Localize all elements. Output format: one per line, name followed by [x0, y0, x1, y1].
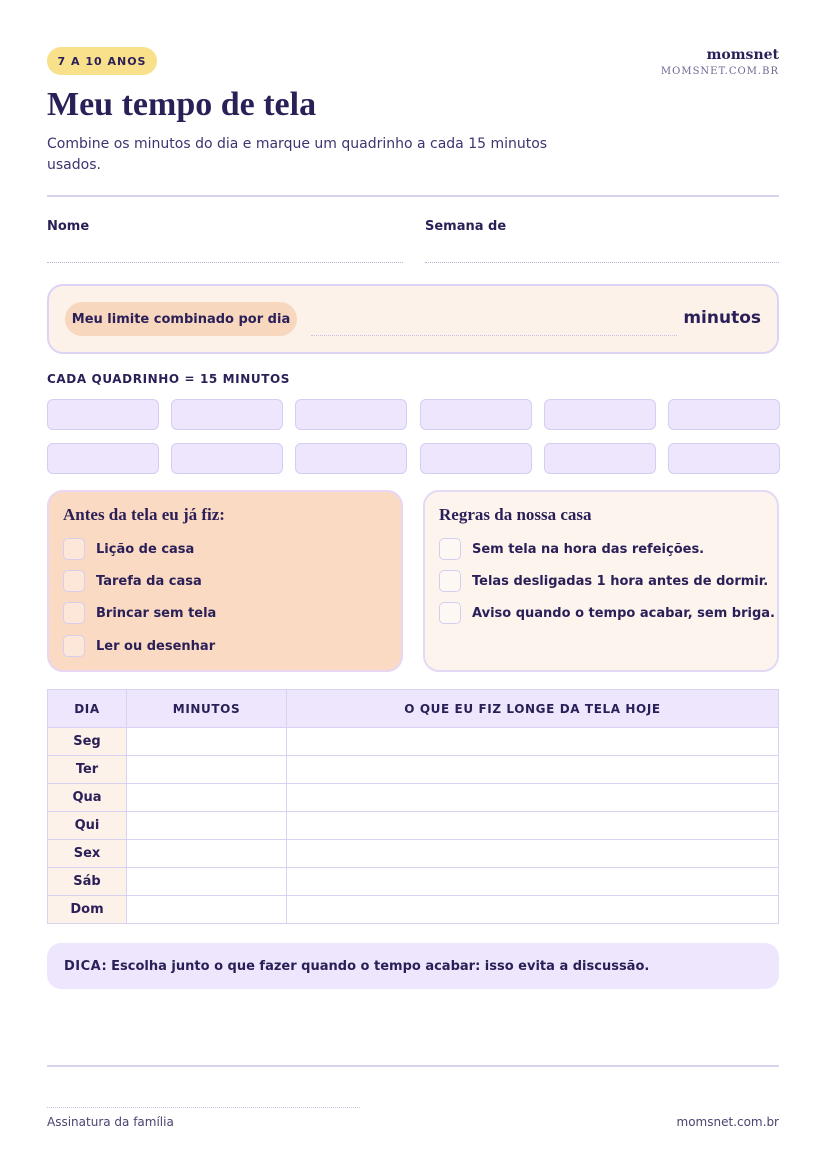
checkbox[interactable]	[63, 602, 85, 624]
day-cell: Dom	[48, 896, 127, 924]
tip-box	[47, 943, 779, 989]
checklist-item[interactable]	[63, 570, 202, 592]
time-box[interactable]	[171, 399, 283, 430]
day-cell: Qua	[48, 784, 127, 812]
activity-cell[interactable]	[287, 756, 779, 784]
time-box[interactable]	[47, 399, 159, 430]
time-box[interactable]	[420, 443, 532, 474]
boxes-label: CADA QUADRINHO = 15 MINUTOS	[47, 372, 291, 386]
time-box[interactable]	[544, 443, 656, 474]
day-cell: Sáb	[48, 868, 127, 896]
checkbox[interactable]	[439, 538, 461, 560]
daily-limit-field[interactable]	[311, 335, 677, 336]
daily-limit-unit: minutos	[683, 308, 761, 328]
checklist-item[interactable]	[63, 538, 194, 560]
checklist-item-label: Ler ou desenhar	[96, 638, 216, 654]
before-screen-title: Antes da tela eu já fiz:	[63, 505, 225, 524]
activity-cell[interactable]	[287, 812, 779, 840]
day-cell: Qui	[48, 812, 127, 840]
rule-item[interactable]	[439, 602, 775, 624]
rule-item-label: Sem tela na hora das refeições.	[472, 541, 705, 557]
house-rules-panel	[423, 490, 779, 672]
checklist-item-label: Lição de casa	[96, 541, 195, 557]
time-box[interactable]	[668, 399, 780, 430]
table-header-row	[48, 690, 779, 728]
footer-site: momsnet.com.br	[676, 1115, 779, 1129]
day-cell: Seg	[48, 728, 127, 756]
table-row	[48, 728, 779, 756]
rule-item[interactable]	[439, 538, 704, 560]
page-subtitle: Combine os minutos do dia e marque um quadrinho a cada 15 minutos usados.	[47, 136, 548, 173]
minutes-cell[interactable]	[127, 868, 287, 896]
footer-divider	[47, 1065, 779, 1067]
signature-label: Assinatura da família	[47, 1115, 174, 1129]
table-row	[48, 812, 779, 840]
house-rules-title: Regras da nossa casa	[439, 505, 592, 524]
time-box[interactable]	[420, 399, 532, 430]
signature-field[interactable]	[47, 1107, 360, 1108]
name-label: Nome	[47, 219, 90, 234]
rule-item-label: Aviso quando o tempo acabar, sem briga.	[472, 605, 775, 621]
minutes-cell[interactable]	[127, 896, 287, 924]
daily-limit-label: Meu limite combinado por dia	[65, 302, 297, 336]
checkbox[interactable]	[63, 538, 85, 560]
brand-url: MOMSNET.COM.BR	[660, 66, 779, 77]
minutes-cell[interactable]	[127, 756, 287, 784]
week-field[interactable]	[425, 262, 779, 263]
activity-cell[interactable]	[287, 728, 779, 756]
checklist-item-label: Brincar sem tela	[96, 605, 217, 621]
time-box[interactable]	[544, 399, 656, 430]
day-cell: Sex	[48, 840, 127, 868]
daily-limit-box	[47, 284, 779, 354]
page-title: Meu tempo de tela	[47, 86, 317, 123]
activity-cell[interactable]	[287, 784, 779, 812]
minutes-cell[interactable]	[127, 728, 287, 756]
minutes-cell[interactable]	[127, 812, 287, 840]
checkbox[interactable]	[63, 570, 85, 592]
checkbox[interactable]	[63, 635, 85, 657]
table-row	[48, 756, 779, 784]
activity-cell[interactable]	[287, 896, 779, 924]
activity-cell[interactable]	[287, 840, 779, 868]
week-label: Semana de	[425, 219, 507, 234]
time-box[interactable]	[668, 443, 780, 474]
time-box[interactable]	[47, 443, 159, 474]
tip-text: Escolha junto o que fazer quando o tempo acabar: isso evita a discussão.	[111, 958, 650, 974]
brand-name: momsnet	[706, 47, 779, 63]
checklist-item-label: Tarefa da casa	[96, 573, 202, 589]
checklist-item[interactable]	[63, 635, 215, 657]
column-header-minutes: MINUTOS	[127, 690, 287, 728]
column-header-activity: O QUE EU FIZ LONGE DA TELA HOJE	[287, 690, 779, 728]
column-header-day: DIA	[48, 690, 127, 728]
time-box[interactable]	[295, 399, 407, 430]
checklist-item[interactable]	[63, 602, 216, 624]
table-row	[48, 896, 779, 924]
daily-log-table	[47, 689, 779, 924]
rule-item-label: Telas desligadas 1 hora antes de dormir.	[472, 573, 769, 589]
brand	[661, 47, 779, 77]
name-field[interactable]	[47, 262, 403, 263]
checkbox[interactable]	[439, 602, 461, 624]
tip-prefix: DICA:	[64, 958, 108, 974]
day-cell: Ter	[48, 756, 127, 784]
table-row	[48, 840, 779, 868]
minutes-cell[interactable]	[127, 840, 287, 868]
table-row	[48, 784, 779, 812]
time-box[interactable]	[171, 443, 283, 474]
header-divider	[47, 195, 779, 197]
activity-cell[interactable]	[287, 868, 779, 896]
before-screen-panel	[47, 490, 403, 672]
age-badge: 7 A 10 ANOS	[47, 47, 157, 75]
rule-item[interactable]	[439, 570, 768, 592]
table-row	[48, 868, 779, 896]
checkbox[interactable]	[439, 570, 461, 592]
minutes-cell[interactable]	[127, 784, 287, 812]
time-box[interactable]	[295, 443, 407, 474]
